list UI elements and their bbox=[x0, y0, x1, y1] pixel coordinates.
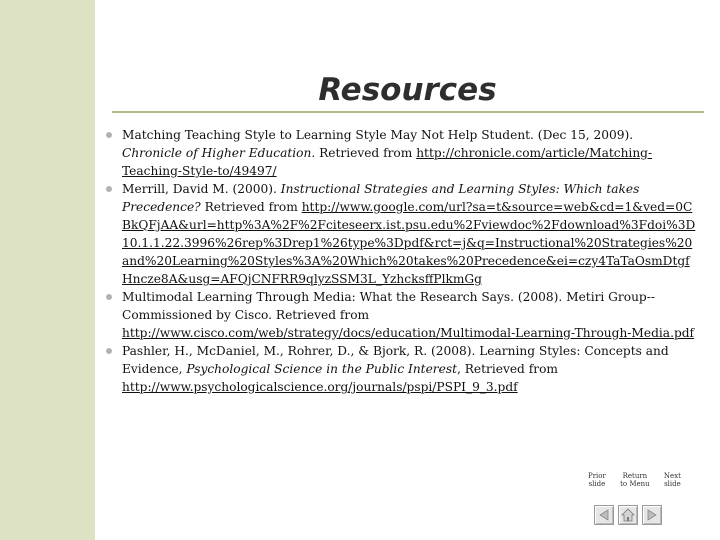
bullet-icon bbox=[106, 186, 112, 192]
reference-source: Chronicle of Higher Education bbox=[122, 146, 312, 160]
reference-link[interactable]: http://www.psychologicalscience.org/journals/pspi/PSPI_9_3.pdf bbox=[122, 380, 518, 394]
reference-item bbox=[106, 288, 696, 342]
bullet-icon bbox=[106, 294, 112, 300]
left-arrow-icon bbox=[598, 509, 610, 521]
title-divider bbox=[112, 111, 704, 113]
reference-tail: , Retrieved from bbox=[456, 362, 558, 376]
prior-slide-label: Prior slide bbox=[588, 472, 606, 488]
reference-text: Multimodal Learning Through Media: What the Research Says. (2008). Metiri Group--Commissioned by Cisco. Retrieved from bbox=[122, 290, 655, 322]
reference-tail: . Retrieved from bbox=[311, 146, 417, 160]
next-slide-label: Next slide bbox=[663, 472, 681, 488]
reference-text: Matching Teaching Style to Learning Style May Not Help Student. (Dec 15, 2009). bbox=[122, 128, 634, 142]
bullet-icon bbox=[106, 132, 112, 138]
reference-source: Instructional Strategies and Learning Styles: Which takes Precedence? bbox=[122, 182, 640, 214]
reference-item bbox=[106, 126, 696, 180]
return-to-menu-button[interactable] bbox=[618, 505, 638, 525]
reference-item bbox=[106, 342, 696, 396]
reference-link[interactable]: http://www.cisco.com/web/strategy/docs/education/Multimodal-Learning-Through-Media.pdf bbox=[122, 326, 695, 340]
reference-list bbox=[106, 126, 696, 396]
bullet-icon bbox=[106, 348, 112, 354]
prior-slide-button[interactable] bbox=[594, 505, 614, 525]
home-icon bbox=[621, 508, 635, 522]
reference-tail: Retrieved from bbox=[200, 200, 302, 214]
left-decorative-band bbox=[0, 0, 95, 540]
right-arrow-icon bbox=[646, 509, 658, 521]
slide-navigation bbox=[594, 505, 662, 525]
reference-text: Pashler, H., McDaniel, M., Rohrer, D., & Bjork, R. (2008). Learning Styles: Concepts and Evidence, bbox=[122, 344, 669, 376]
reference-text: Merrill, David M. (2000). bbox=[122, 182, 281, 196]
next-slide-button[interactable] bbox=[642, 505, 662, 525]
slide-title: Resources bbox=[318, 72, 497, 108]
reference-item bbox=[106, 180, 696, 288]
reference-link[interactable]: http://chronicle.com/article/Matching-Teaching-Style-to/49497/ bbox=[122, 146, 653, 178]
reference-source: Psychological Science in the Public Interest bbox=[186, 362, 457, 376]
nav-labels bbox=[588, 472, 693, 488]
return-to-menu-label: Return to Menu bbox=[620, 472, 650, 488]
reference-link[interactable]: http://www.google.com/url?sa=t&source=web&cd=1&ved=0CBkQFjAA&url=http%3A%2F%2Fciteseerx.ist.psu.edu%2Fviewdoc%2Fdownload%3Fdoi%3D10.1.1.22.3996%26rep%3Drep1%26type%3Dpdf&rct=j&q=Instructional%20Strategies%20and%20Learning%20Styles%3A%20Which%20takes%20Precedence&ei=czy4TaTaOsmDtgfHncze8A&usg=AFQjCNFRR9qlyzSSM3L_YzhcksffPlkmGg bbox=[122, 200, 696, 286]
